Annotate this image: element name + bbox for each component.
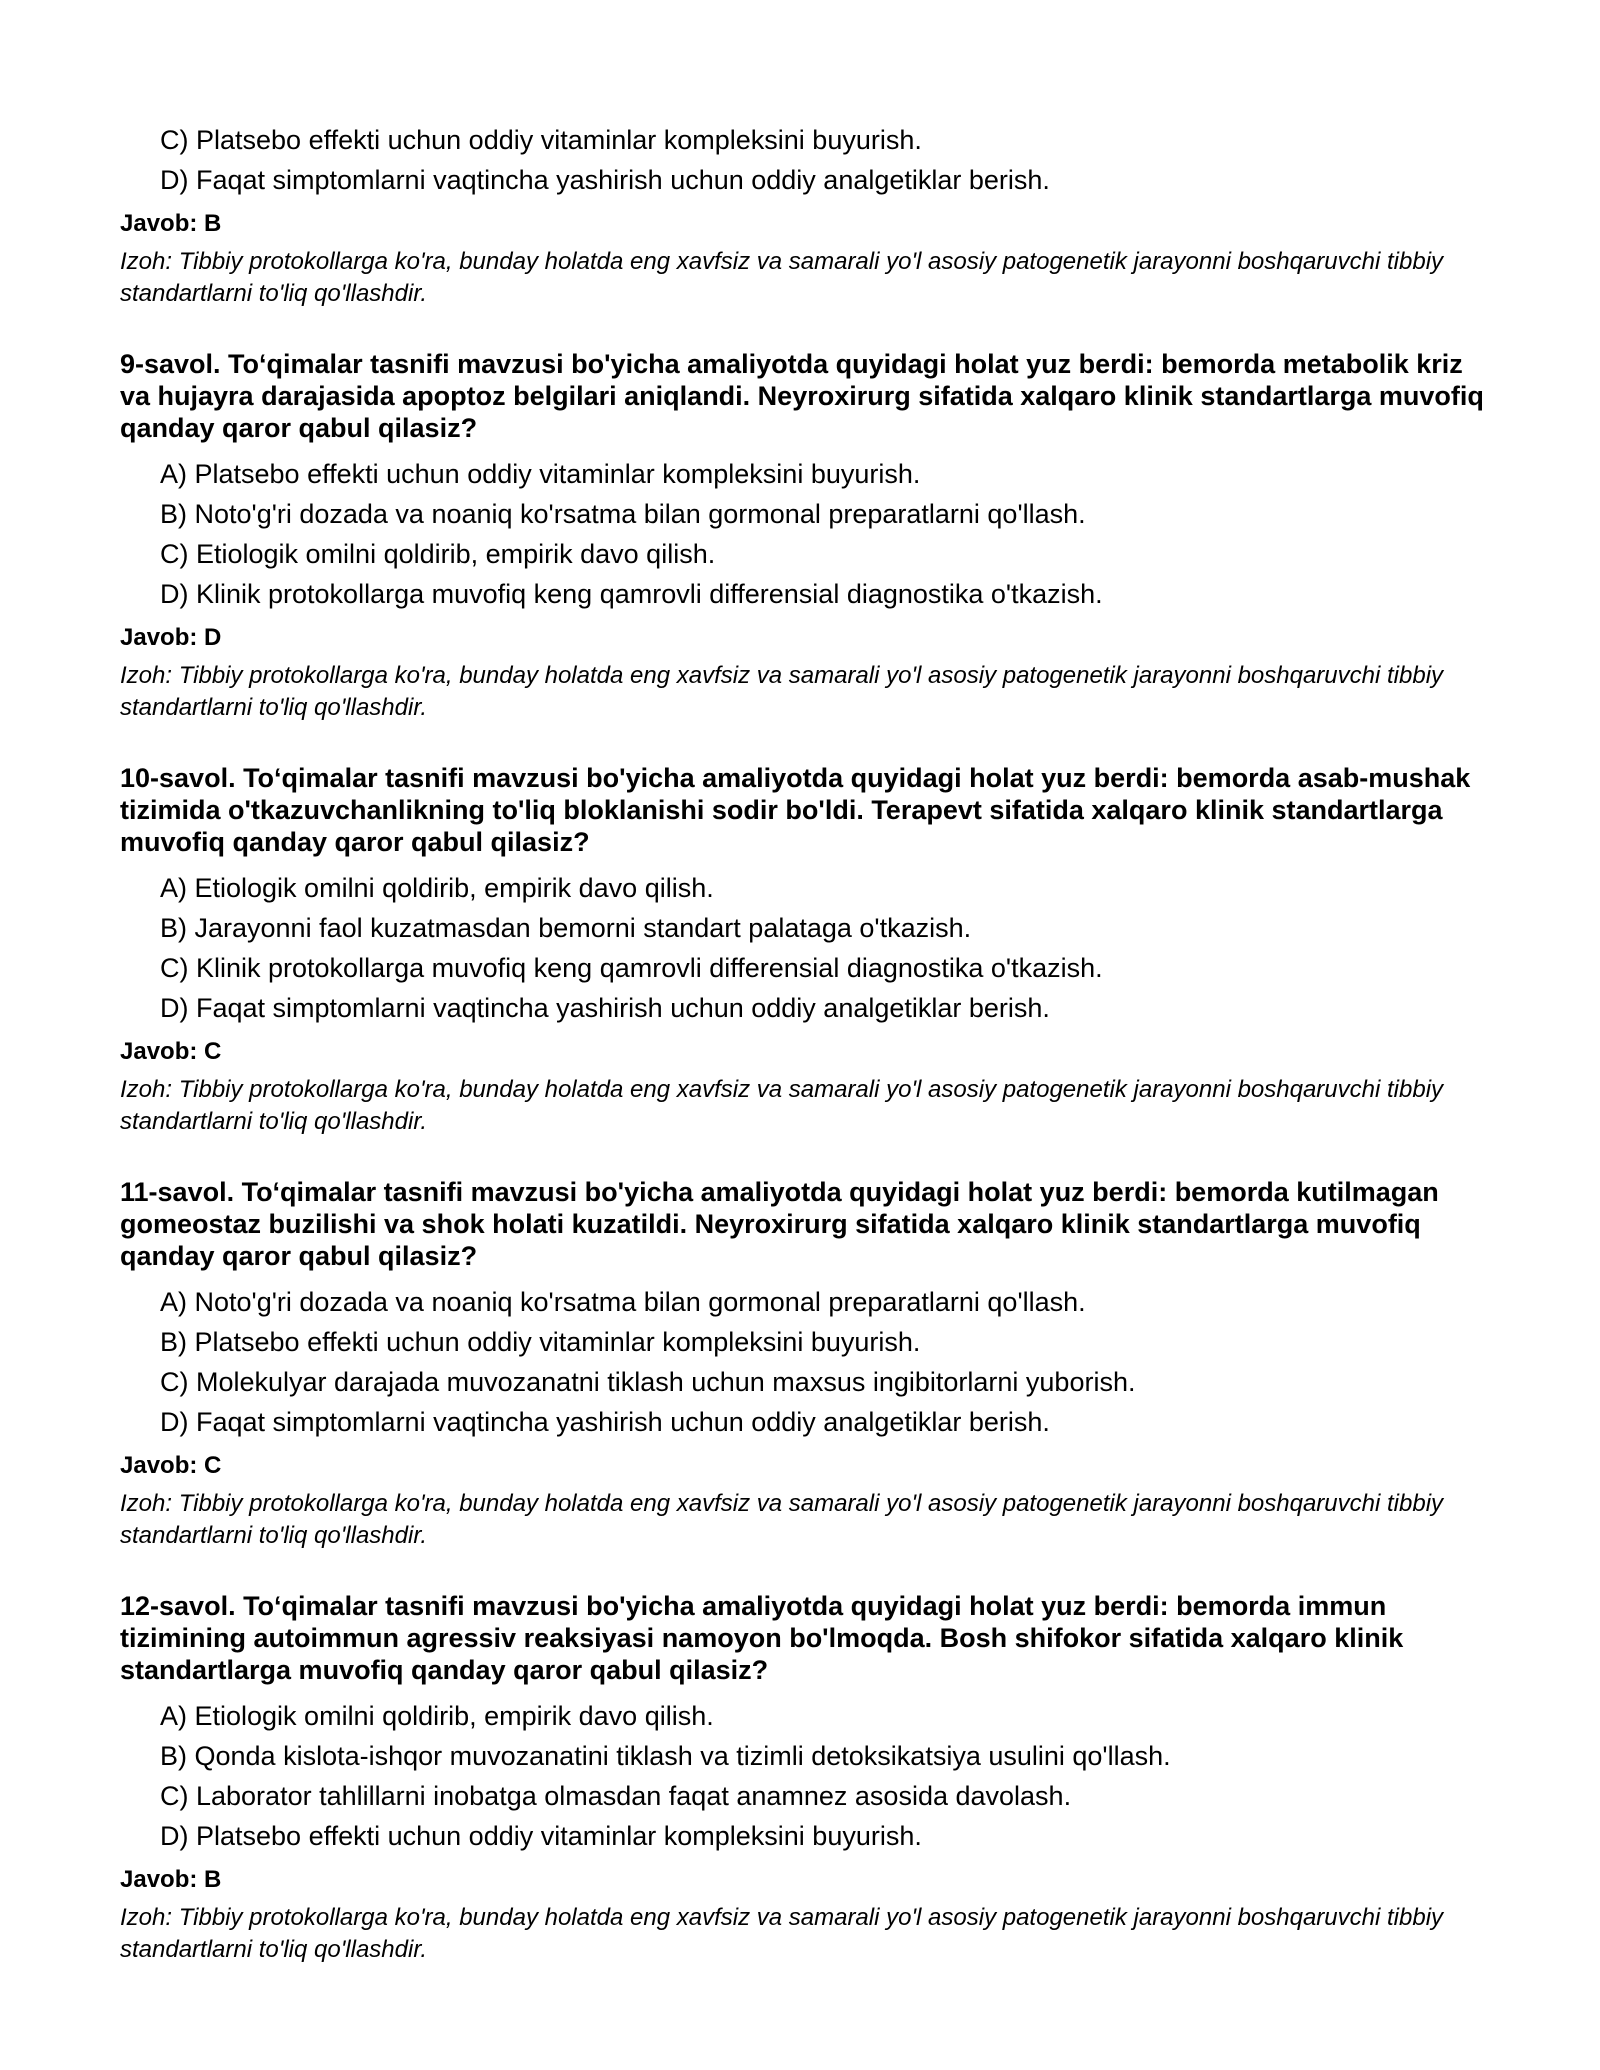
option-d: D) Faqat simptomlarni vaqtincha yashirish uchun oddiy analgetiklar berish. xyxy=(160,993,1050,1023)
explanation-note: Izoh: Tibbiy protokollarga ko'ra, bunday holatda eng xavfsiz va samarali yo'l asosiy patogenetik jarayonni boshqaruvchi tibbiy standartlarni to'liq qo'llashdir. xyxy=(120,1904,1444,1963)
option-b: B) Platsebo effekti uchun oddiy vitaminlar kompleksini buyurish. xyxy=(160,1327,921,1357)
option-a: A) Etiologik omilni qoldirib, empirik davo qilish. xyxy=(160,1701,714,1731)
option-b: B) Qonda kislota-ishqor muvozanatini tiklash va tizimli detoksikatsiya usulini qo'llash. xyxy=(160,1741,1171,1771)
explanation-note: Izoh: Tibbiy protokollarga ko'ra, bunday holatda eng xavfsiz va samarali yo'l asosiy patogenetik jarayonni boshqaruvchi tibbiy standartlarni to'liq qo'llashdir. xyxy=(120,248,1444,307)
explanation-note: Izoh: Tibbiy protokollarga ko'ra, bunday holatda eng xavfsiz va samarali yo'l asosiy patogenetik jarayonni boshqaruvchi tibbiy standartlarni to'liq qo'llashdir. xyxy=(120,662,1444,721)
option-d: D) Klinik protokollarga muvofiq keng qamrovli differensial diagnostika o'tkazish. xyxy=(160,579,1103,609)
option-d: D) Faqat simptomlarni vaqtincha yashirish uchun oddiy analgetiklar berish. xyxy=(160,1407,1050,1437)
option-b: B) Noto'g'ri dozada va noaniq ko'rsatma bilan gormonal preparatlarni qo'llash. xyxy=(160,499,1086,529)
option-a: A) Noto'g'ri dozada va noaniq ko'rsatma bilan gormonal preparatlarni qo'llash. xyxy=(160,1287,1086,1317)
option-d: D) Platsebo effekti uchun oddiy vitaminlar kompleksini buyurish. xyxy=(160,1821,922,1851)
answer-label: Javob: D xyxy=(120,624,222,651)
explanation-note: Izoh: Tibbiy protokollarga ko'ra, bunday holatda eng xavfsiz va samarali yo'l asosiy patogenetik jarayonni boshqaruvchi tibbiy standartlarni to'liq qo'llashdir. xyxy=(120,1076,1444,1135)
question-text: 9-savol. To‘qimalar tasnifi mavzusi bo'yicha amaliyotda quyidagi holat yuz berdi: bemorda metabolik kriz va hujayra darajasida apoptoz belgilari aniqlandi. Neyroxirurg sifatida xalqaro klinik standartlarga muvofiq qanday qaror qabul qilasiz? xyxy=(120,349,1484,443)
option-c: C) Molekulyar darajada muvozanatni tiklash uchun maxsus ingibitorlarni yuborish. xyxy=(160,1367,1136,1397)
question-10 xyxy=(120,762,1490,1138)
answer-label: Javob: C xyxy=(120,1038,222,1065)
option-c: C) Klinik protokollarga muvofiq keng qamrovli differensial diagnostika o'tkazish. xyxy=(160,953,1103,983)
option-d: D) Faqat simptomlarni vaqtincha yashirish uchun oddiy analgetiklar berish. xyxy=(160,165,1050,195)
option-c: C) Platsebo effekti uchun oddiy vitaminlar kompleksini buyurish. xyxy=(160,125,922,155)
answer-label: Javob: B xyxy=(120,1866,222,1893)
question-text: 11-savol. To‘qimalar tasnifi mavzusi bo'yicha amaliyotda quyidagi holat yuz berdi: bemorda kutilmagan gomeostaz buzilishi va shok holati kuzatildi. Neyroxirurg sifatida xalqaro klinik standartlarga muvofiq qanday qaror qabul qilasiz? xyxy=(120,1177,1439,1271)
question-text: 12-savol. To‘qimalar tasnifi mavzusi bo'yicha amaliyotda quyidagi holat yuz berdi: bemorda immun tizimining autoimmun agressiv reaksiyasi namoyon bo'lmoqda. Bosh shifokor sifatida xalqaro klinik standartlarga muvofiq qanday qaror qabul qilasiz? xyxy=(120,1591,1404,1685)
option-c: C) Etiologik omilni qoldirib, empirik davo qilish. xyxy=(160,539,716,569)
answer-label: Javob: C xyxy=(120,1452,222,1479)
explanation-note: Izoh: Tibbiy protokollarga ko'ra, bunday holatda eng xavfsiz va samarali yo'l asosiy patogenetik jarayonni boshqaruvchi tibbiy standartlarni to'liq qo'llashdir. xyxy=(120,1490,1444,1549)
question-12 xyxy=(120,1590,1490,1966)
option-b: B) Jarayonni faol kuzatmasdan bemorni standart palataga o'tkazish. xyxy=(160,913,972,943)
option-a: A) Etiologik omilni qoldirib, empirik davo qilish. xyxy=(160,873,714,903)
question-9 xyxy=(120,348,1490,724)
option-a: A) Platsebo effekti uchun oddiy vitaminlar kompleksini buyurish. xyxy=(160,459,921,489)
answer-label: Javob: B xyxy=(120,210,222,237)
question-11 xyxy=(120,1176,1490,1552)
question-text: 10-savol. To‘qimalar tasnifi mavzusi bo'yicha amaliyotda quyidagi holat yuz berdi: bemorda asab-mushak tizimida o'tkazuvchanlikning to'liq bloklanishi sodir bo'ldi. Terapevt sifatida xalqaro klinik standartlarga muvofiq qanday qaror qabul qilasiz? xyxy=(120,763,1471,857)
option-c: C) Laborator tahlillarni inobatga olmasdan faqat anamnez asosida davolash. xyxy=(160,1781,1072,1811)
question-8-continued xyxy=(120,120,1490,310)
